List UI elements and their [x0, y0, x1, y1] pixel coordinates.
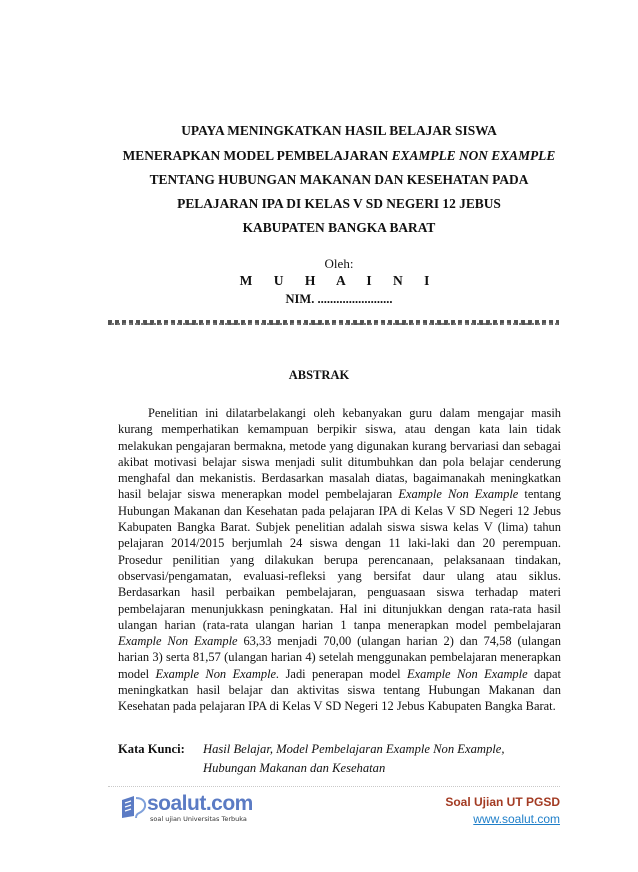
abstract-heading: ABSTRAK: [288, 368, 350, 382]
keywords-label-text: Kata Kunci: [118, 742, 181, 756]
keywords-line-1: Hasil Belajar, Model Pembelajaran Example Non Example,: [203, 742, 505, 756]
abstract-emphasis-1: Example Non Example: [398, 487, 519, 502]
keywords-colon: :: [180, 742, 185, 756]
keywords-label: [118, 740, 185, 759]
abstract-text-2: tentang Hubungan Makanan dan Kesehatan pada pelajaran IPA di Kelas V SD Negeri 12 Jebus Kabupaten Bangka Barat. Subjek penelitian adalah siswa siswa kelas V (lima) tahun pelajaran 2014/2015 berjumlah 24 siswa dengan 11 laki-laki dan 20 perempuan. Prosedur penilitian yang dilakukan berupa perencanaan, pelaksanaan tindakan, observasi/pengamatan, evaluasi-refleksi yang bersifat daur ulang atau siklus. Berdasarkan hasil perbaikan pembelajaran, penguasaan siswa terhadap materi pembelajaran menunjukkasn peningkatan. Hal ini ditunjukkan dengan rata-rata hasil ulangan harian (rata-rata ulangan harian 1 tanpa menerapkan model pembelajaran: [118, 487, 562, 632]
abstract-text-1: Penelitian ini dilatarbelakangi oleh kebanyakan guru dalam mengajar masih kurang memperhatikan kemampuan berpikir siswa, atau dengan kata lain tidak melakukan pengajaran bermakna, metode yang digunakan kurang bervariasi dan sebagai akibat motivasi belajar siswa menjadi sulit ditumbuhkan dan pola belajar cenderung menghafal dan mekanistis. Berdasarkan masalah diatas, bagaimanakah meningkatkan hasil belajar siswa menerapkan model pembelajaran: [118, 406, 561, 502]
abstract-emphasis-3: Example Non Example.: [155, 666, 280, 681]
title-line-2: [110, 148, 568, 164]
author-oleh: Oleh:: [324, 256, 354, 271]
footer-site-name: Soal Ujian UT PGSD: [445, 795, 560, 809]
keywords-line-2: Hubungan Makanan dan Kesehatan: [203, 760, 386, 775]
title-line-1: UPAYA MENINGKATKAN HASIL BELAJAR SISWA: [181, 123, 497, 138]
abstract-emphasis-2: Example Non Example: [118, 634, 238, 649]
keywords-list: [203, 740, 563, 777]
footer-site-link[interactable]: www.soalut.com: [473, 812, 560, 826]
section-divider: [108, 320, 559, 325]
author-name: M U H A I N I: [239, 273, 439, 288]
title-line-5: KABUPATEN BANGKA BARAT: [242, 220, 436, 235]
abstract-emphasis-4: Example Non Example: [407, 666, 528, 681]
abstract-text-3: 63,33 menjadi 70,00 (ulangan harian 2) dan 74,58 (ulangan harian 3) serta 81,57 (ulangan harian 4) setelah menggunakan pembelajaran menerapkan model: [118, 634, 561, 681]
title-line-2-text: MENERAPKAN MODEL PEMBELAJARAN: [122, 148, 392, 163]
title-line-3: TENTANG HUBUNGAN MAKANAN DAN KESEHATAN PADA: [149, 172, 529, 187]
title-line-2-emphasis: EXAMPLE NON EXAMPLE: [391, 148, 556, 163]
abstract-paragraph: [118, 405, 561, 715]
logo-brand: soalut.com: [147, 792, 253, 815]
abstract-text-5: dapat meningkatkan hasil belajar dan aktivitas siswa tentang Hubungan Makanan dan Kesehatan pada pelajaran IPA di Kelas V SD Negeri 12 Jebus Kabupaten Bangka Barat.: [118, 666, 561, 714]
soalut-logo-icon: [120, 794, 150, 820]
abstract-text-4: Jadi penerapan model: [279, 666, 408, 681]
abstract-body: [118, 405, 561, 715]
logo-tagline: soal ujian Universitas Terbuka: [150, 815, 247, 823]
title-line-4: PELAJARAN IPA DI KELAS V SD NEGERI 12 JEBUS: [177, 196, 501, 211]
soalut-logo[interactable]: [120, 792, 260, 824]
author-nim: NIM. ........................: [285, 292, 393, 306]
footer-divider: [108, 786, 560, 787]
